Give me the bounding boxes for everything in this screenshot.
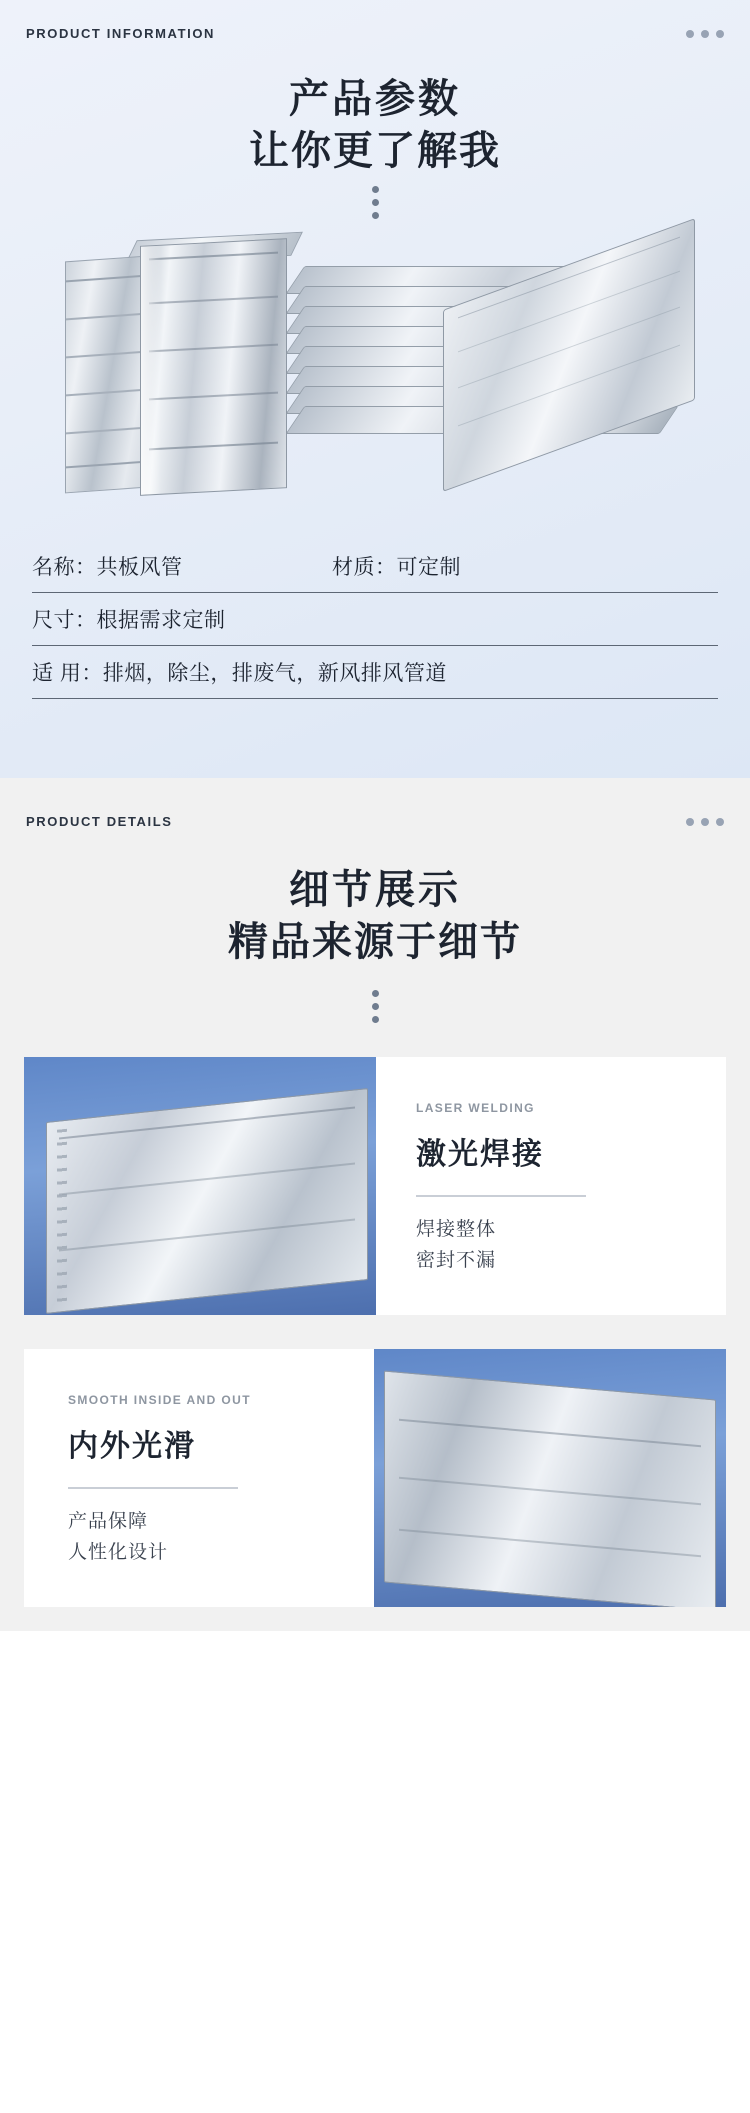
detail-card-title: 激光焊接 [416,1137,544,1171]
spec-label: 尺寸： [32,609,97,632]
spec-cell [332,551,718,581]
spec-cell [32,657,447,687]
detail-card-image [24,1057,376,1315]
detail-card [24,1057,726,1315]
details-eyebrow-label: PRODUCT DETAILS [26,814,173,829]
detail-card-desc-line2: 人性化设计 [68,1541,169,1563]
detail-card-text [24,1349,374,1607]
detail-card-title: 内外光滑 [68,1429,196,1463]
vertical-dots-icon [0,186,750,219]
divider [416,1195,586,1197]
spec-value: 根据需求定制 [96,609,226,632]
details-heading-block [0,865,750,968]
vertical-dots-icon [0,990,750,1023]
params-eyebrow-label: PRODUCT INFORMATION [26,26,216,41]
details-eyebrow-row [0,778,750,829]
detail-card-text [376,1057,726,1315]
duct-photo-shape [46,1088,368,1314]
three-dots-icon [686,818,724,826]
params-heading-block [0,74,750,177]
detail-card-desc-line1: 产品保障 [68,1510,149,1532]
spec-label: 适 用： [32,662,103,685]
params-eyebrow-row [26,26,724,41]
spec-row [32,646,718,699]
spec-label: 材质： [332,556,397,579]
spec-cell [32,604,226,634]
section-product-information [0,0,750,778]
spec-value: 可定制 [396,556,461,579]
spec-value: 排烟，除尘，排废气，新风排风管道 [102,662,447,685]
detail-card-kicker: SMOOTH INSIDE AND OUT [68,1392,251,1407]
detail-card-desc-line2: 密封不漏 [416,1249,497,1271]
params-heading-line1: 产品参数 [289,77,461,121]
spec-row [32,540,718,593]
details-heading-line1: 细节展示 [289,868,461,912]
duct-photo-shape [384,1370,716,1607]
spec-value: 共板风管 [96,556,183,579]
params-heading-line2: 让你更了解我 [249,129,501,174]
detail-card-desc-line1: 焊接整体 [416,1218,497,1240]
three-dots-icon [686,30,724,38]
spec-row [32,593,718,646]
divider [68,1487,238,1489]
detail-card-kicker: LASER WELDING [416,1100,535,1115]
detail-card [24,1349,726,1607]
spec-cell [32,551,332,581]
detail-card-image [374,1349,726,1607]
section-product-details [0,778,750,1631]
spec-label: 名称： [32,556,97,579]
spec-table [32,540,718,699]
duct-sheet-stack-shape [295,260,695,490]
details-heading-line2: 精品来源于细节 [228,920,522,965]
duct-column-right-shape [140,238,287,496]
product-hero-image [45,236,705,516]
